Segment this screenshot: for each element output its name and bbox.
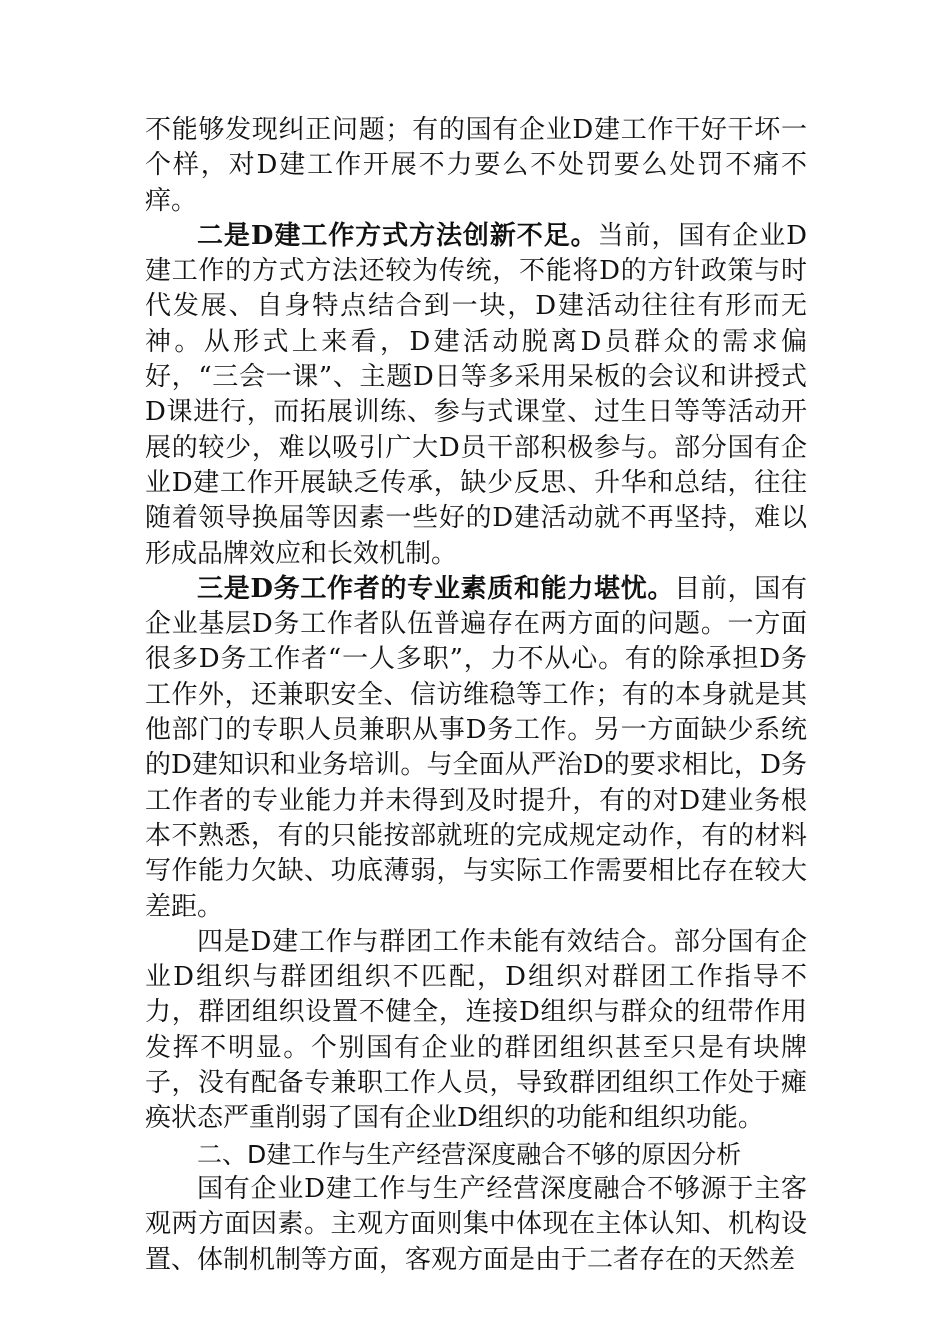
paragraph-cause-analysis — [145, 1172, 807, 1278]
paragraph-lead: 三是D务工作者的专业素质和能力堪忧。 — [197, 573, 675, 604]
section-heading: 二、D建工作与生产经营深度融合不够的原因分析 — [197, 1139, 742, 1169]
paragraph-staff-quality — [145, 572, 807, 925]
paragraph-text: 不能够发现纠正问题；有的国有企业D建工作干好干坏一个样，对D建工作开展不力要么不处罚要么处罚不痛不痒。 — [145, 115, 807, 216]
paragraph-mass-organization — [145, 925, 807, 1137]
paragraph-text: 当前，国有企业D建工作的方式方法还较为传统，不能将D的方针政策与时代发展、自身特点结合到一块，D建活动往往有形而无神。从形式上来看，D建活动脱离D员群众的需求偏好，“三会一课”、主题D日等多采用呆板的会议和讲授式D课进行，而拓展训练、参与式课堂、过生日等等活动开展的较少，难以吸引广大D员干部积极参与。部分国有企业D建工作开展缺乏传承，缺少反思、升华和总结，往往随着领导换届等因素一些好的D建活动就不再坚持，难以形成品牌效应和长效机制。 — [145, 220, 807, 569]
paragraph-text: 四是D建工作与群团工作未能有效结合。部分国有企业D组织与群团组织不匹配，D组织对群团工作指导不力，群团组织设置不健全，连接D组织与群众的纽带作用发挥不明显。个别国有企业的群团组织甚至只是有块牌子，没有配备专兼职工作人员，导致群团组织工作处于瘫痪状态严重削弱了国有企业D组织的功能和组织功能。 — [145, 926, 807, 1134]
paragraph-continuation — [145, 113, 807, 219]
paragraph-lead: 二是D建工作方式方法创新不足。 — [197, 220, 598, 251]
paragraph-method-innovation — [145, 219, 807, 572]
paragraph-text: 目前，国有企业基层D务工作者队伍普遍存在两方面的问题。一方面很多D务工作者“一人多职”，力不从心。有的除承担D务工作外，还兼职安全、信访维稳等工作；有的本身就是其他部门的专职人员兼职从事D务工作。另一方面缺少系统的D建知识和业务培训。与全面从严治D的要求相比，D务工作者的专业能力并未得到及时提升，有的对D建业务根本不熟悉，有的只能按部就班的完成规定动作，有的材料写作能力欠缺、功底薄弱，与实际工作需要相比存在较大差距。 — [145, 573, 807, 922]
paragraph-text: 国有企业D建工作与生产经营深度融合不够源于主客观两方面因素。主观方面则集中体现在主体认知、机构设置、体制机制等方面，客观方面是由于二者存在的天然差 — [145, 1173, 807, 1275]
document-body — [145, 113, 807, 1278]
